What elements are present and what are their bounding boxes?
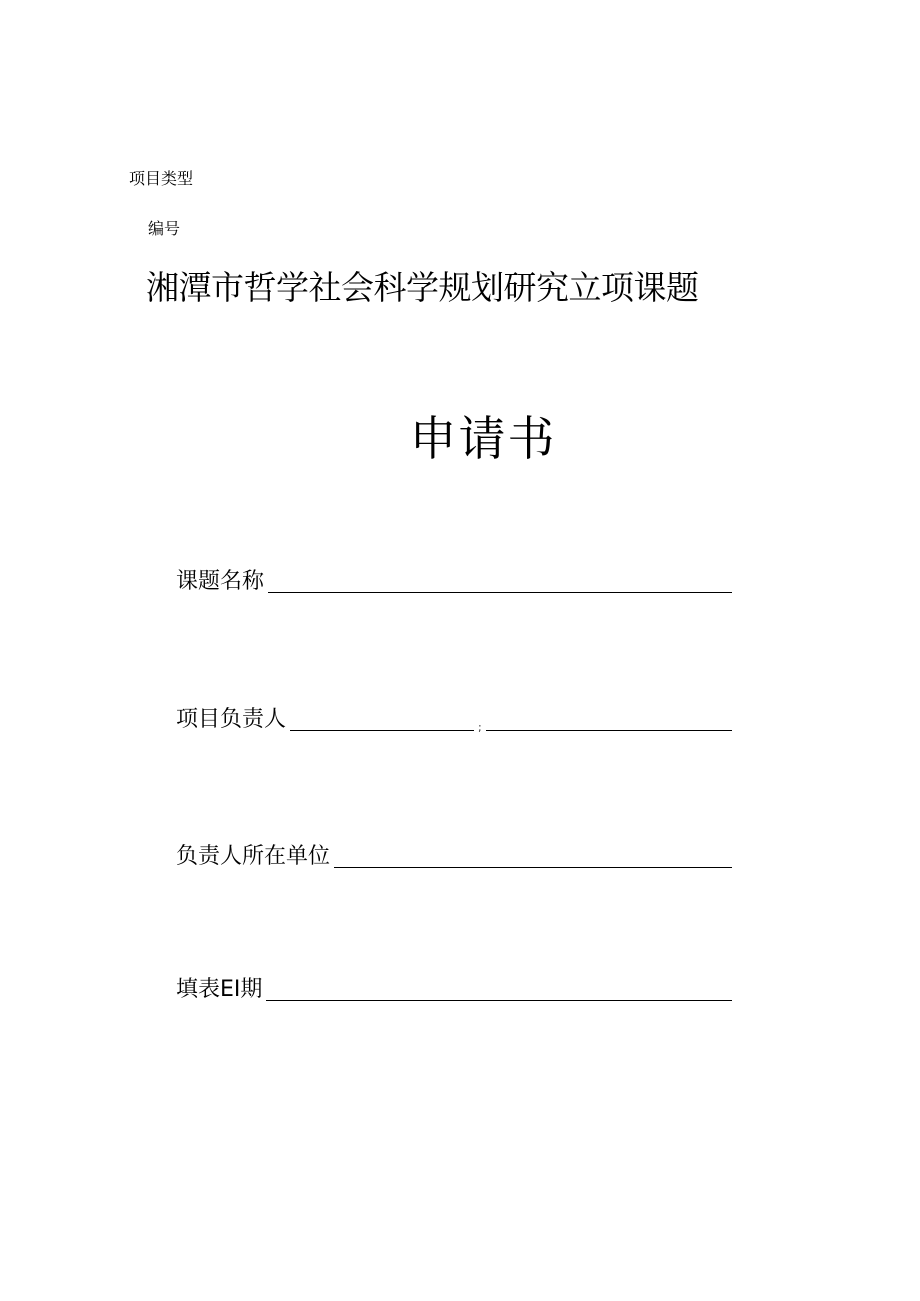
leader-unit-row [176,838,732,874]
project-leader-row [176,701,732,737]
document-subtitle: 申请书 [409,412,557,467]
topic-name-row [176,563,732,599]
document-title: 湘潭市哲学社会科学规划研究立项课题 [146,268,699,307]
leader-unit-field[interactable] [334,867,732,868]
project-type-label: 项目类型 [129,169,194,188]
project-leader-label: 项目负责人 [176,707,287,732]
project-leader-extra-field[interactable] [486,730,732,731]
topic-name-label: 课题名称 [176,569,265,594]
fill-date-row [176,971,732,1007]
leader-separator: ; [478,721,482,734]
topic-name-field[interactable] [268,592,732,593]
leader-unit-label: 负责人所在单位 [176,844,331,869]
number-label: 编号 [148,219,181,238]
fill-date-label: 填表EI期 [176,977,263,1002]
project-leader-field[interactable] [290,730,474,731]
fill-date-field[interactable] [266,1000,732,1001]
